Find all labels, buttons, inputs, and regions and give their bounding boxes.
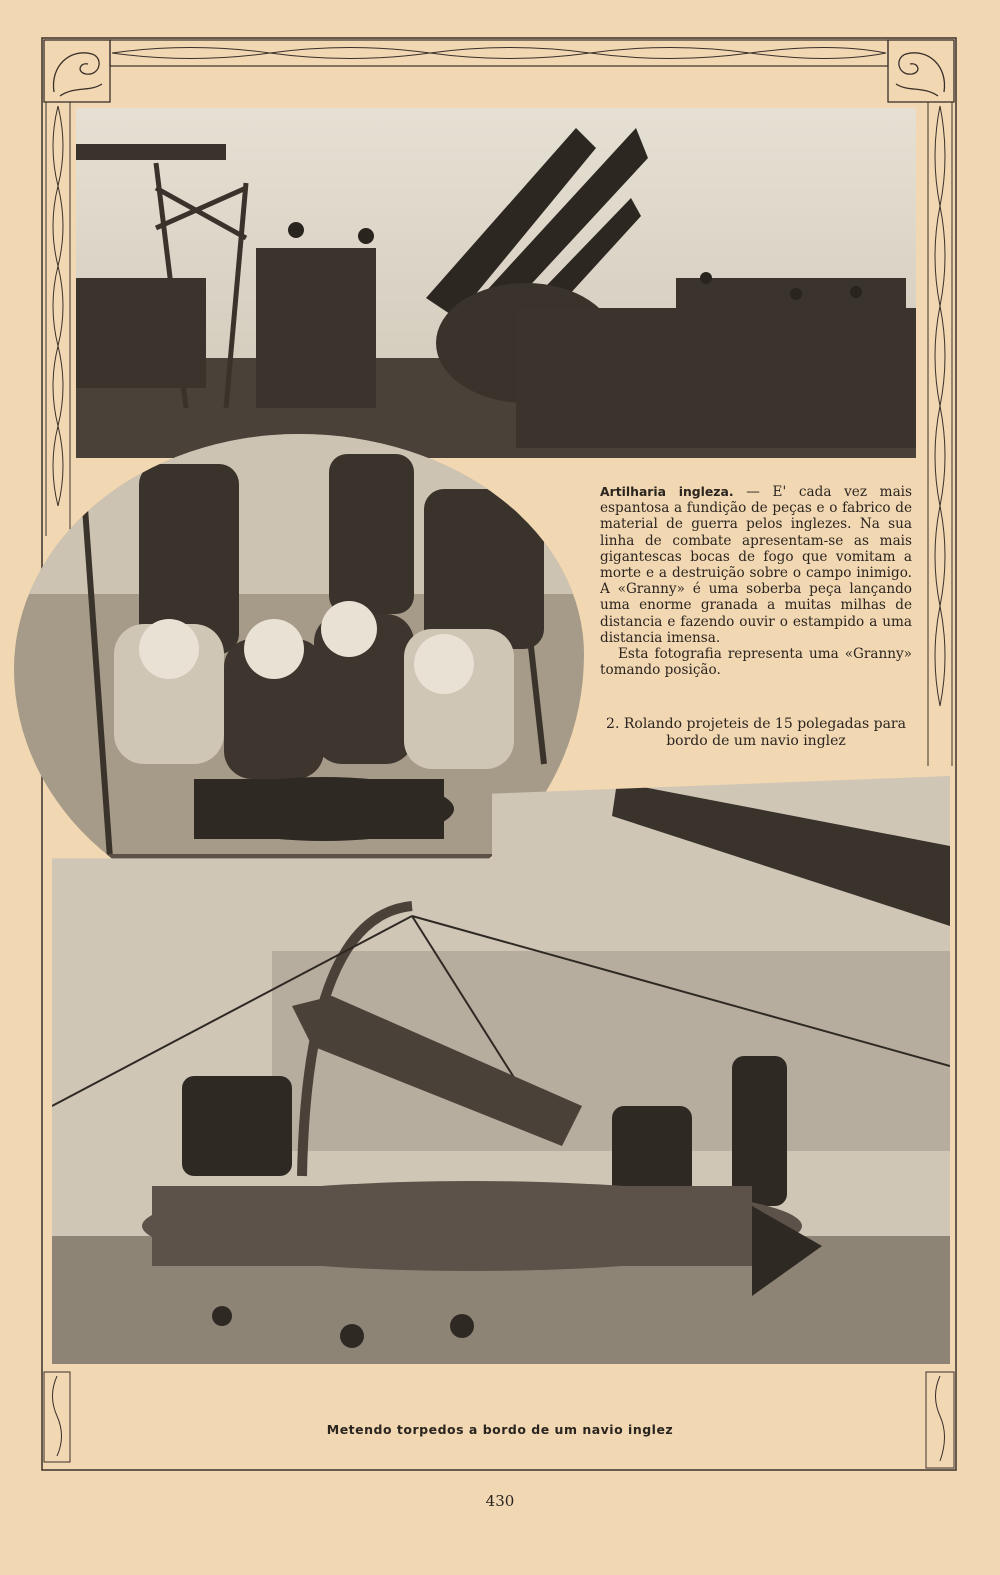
torpedo-photo bbox=[52, 776, 950, 1364]
caption-shells: 2. Rolando projeteis de 15 polegadas para bordo de um navio inglez bbox=[606, 716, 906, 749]
caption-torpedoes: Metendo torpedos a bordo de um navio inglez bbox=[326, 1422, 674, 1437]
article-paragraph-1: Artilharia ingleza. — E' cada vez mais espantosa a fundição de peças e o fabrico de material de guerra pelos inglezes. Na sua linha de combate apresentam-se as mais gigantescas bocas de fogo que vomitam a morte e a destruição sobre o campo inimigo. A «Granny» é uma soberba peça lançando uma enorme granada a muitas milhas de distancia e fazendo ouvir o estampido a uma distancia imensa. bbox=[600, 484, 913, 646]
corner-ornament-top-left bbox=[44, 40, 110, 102]
article-text bbox=[600, 484, 912, 678]
article-lead: Artilharia ingleza. bbox=[600, 484, 734, 499]
page-number: 430 bbox=[485, 1492, 515, 1510]
corner-ornament-top-right bbox=[888, 40, 954, 102]
artillery-photo bbox=[76, 108, 916, 458]
article-paragraph-2: Esta fotografia representa uma «Granny» tomando posição. bbox=[600, 646, 912, 679]
